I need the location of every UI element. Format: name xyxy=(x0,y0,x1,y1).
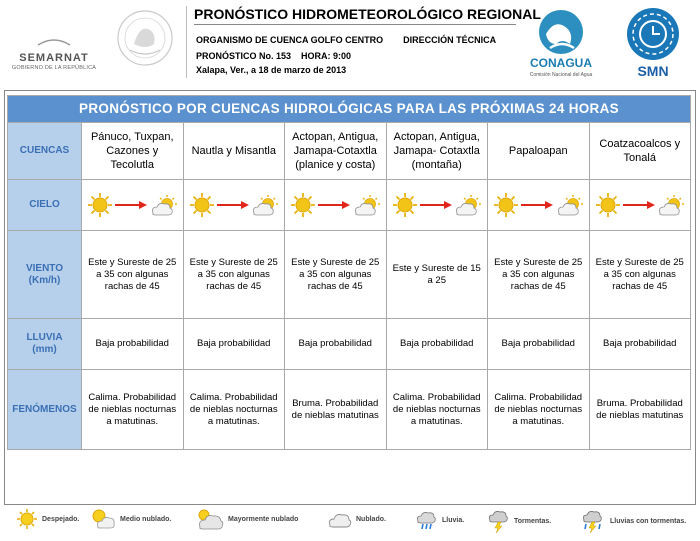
rain-value: Baja probabilidad xyxy=(589,319,691,370)
semarnat-name: SEMARNAT xyxy=(19,52,89,64)
sky-forecast xyxy=(390,192,485,218)
sun-icon xyxy=(189,192,215,218)
place-date: Xalapa, Ver., a 18 de marzo de 2013 xyxy=(196,65,347,75)
row-label-lluvia xyxy=(8,319,82,370)
sky-forecast xyxy=(593,192,688,218)
arrow-right-icon xyxy=(317,200,351,210)
wind-value: Este y Sureste de 25 a 35 con algunas rachas de 45 xyxy=(488,231,590,319)
legend-label: Lluvia. xyxy=(442,516,465,524)
mostly-cloudy-icon xyxy=(196,508,224,530)
basin-name: Coatzacoalcos y Tonalá xyxy=(589,123,691,180)
cuencas-row xyxy=(8,123,691,180)
row-label-viento xyxy=(8,231,82,319)
partly-cloudy-icon xyxy=(657,194,685,216)
table-banner: PRONÓSTICO POR CUENCAS HIDROLÓGICAS PARA LAS PRÓXIMAS 24 HORAS xyxy=(8,96,691,123)
sky-cell xyxy=(285,180,387,231)
legend-item-tormentas xyxy=(486,508,551,534)
legend-item-nublado xyxy=(326,508,386,530)
wind-value: Este y Sureste de 15 a 25 xyxy=(386,231,488,319)
partly-cloudy-icon xyxy=(90,508,116,530)
sun-icon xyxy=(290,192,316,218)
partly-cloudy-icon xyxy=(353,194,381,216)
organism: ORGANISMO DE CUENCA GOLFO CENTRO xyxy=(196,35,384,45)
partly-cloudy-icon xyxy=(454,194,482,216)
cielo-row xyxy=(8,180,691,231)
lluvia-unit: (mm) xyxy=(32,344,57,355)
legend-label: Nublado. xyxy=(356,515,386,523)
legend xyxy=(0,505,700,541)
viento-unit: (Km/h) xyxy=(28,274,61,286)
forecast-number: PRONÓSTICO No. 153 xyxy=(196,51,292,61)
rain-value: Baja probabilidad xyxy=(488,319,590,370)
rain-value: Baja probabilidad xyxy=(82,319,184,370)
sky-forecast xyxy=(288,192,383,218)
sun-icon xyxy=(392,192,418,218)
rain-icon xyxy=(414,508,438,532)
basin-name: Actopan, Antigua, Jamapa- Cotaxtla (montaña) xyxy=(386,123,488,180)
semarnat-emblem-icon xyxy=(34,35,74,47)
legend-item-mayormente-nublado xyxy=(196,508,298,530)
legend-item-lluvias-con-tormentas xyxy=(580,508,686,534)
rain-storm-icon xyxy=(580,508,606,534)
row-label-cielo: CIELO xyxy=(8,180,82,231)
fenomenos-row xyxy=(8,370,691,450)
sky-cell xyxy=(488,180,590,231)
legend-item-despejado xyxy=(16,508,79,530)
arrow-right-icon xyxy=(419,200,453,210)
basin-name: Papaloapan xyxy=(488,123,590,180)
smn-logo xyxy=(614,4,692,80)
forecast-table-wrapper xyxy=(7,95,691,450)
wind-value: Este y Sureste de 25 a 35 con algunas rachas de 45 xyxy=(183,231,285,319)
phenomena-value: Calima. Probabilidad de nieblas nocturnas a matutinas. xyxy=(386,370,488,450)
sky-cell xyxy=(82,180,184,231)
rain-value: Baja probabilidad xyxy=(285,319,387,370)
legend-label: Tormentas. xyxy=(514,517,552,525)
partly-cloudy-icon xyxy=(251,194,279,216)
sky-cell xyxy=(183,180,285,231)
legend-label: Despejado. xyxy=(42,515,80,523)
row-label-fenomenos: FENÓMENOS xyxy=(8,370,82,450)
forecast-table xyxy=(7,95,691,450)
sky-cell xyxy=(386,180,488,231)
sun-icon xyxy=(493,192,519,218)
rain-value: Baja probabilidad xyxy=(183,319,285,370)
viento-label: VIENTO xyxy=(25,262,64,274)
sun-icon xyxy=(595,192,621,218)
phenomena-value: Calima. Probabilidad de nieblas nocturnas a matutinas. xyxy=(82,370,184,450)
lluvia-row xyxy=(8,319,691,370)
legend-label: Medio nublado. xyxy=(120,515,172,523)
header-org-line xyxy=(196,35,496,45)
legend-label: Lluvias con tormentas. xyxy=(610,517,687,525)
conagua-name: CONAGUA xyxy=(530,56,592,70)
sky-cell xyxy=(589,180,691,231)
sun-icon xyxy=(87,192,113,218)
legend-item-medio-nublado xyxy=(90,508,171,530)
semarnat-subtitle: GOBIERNO DE LA REPÚBLICA xyxy=(11,65,97,71)
rain-value: Baja probabilidad xyxy=(386,319,488,370)
storm-icon xyxy=(486,508,510,534)
legend-label: Mayormente nublado xyxy=(228,515,299,523)
page-title: PRONÓSTICO HIDROMETEOROLÓGICO REGIONAL xyxy=(194,6,541,22)
viento-row xyxy=(8,231,691,319)
sky-forecast xyxy=(85,192,180,218)
arrow-right-icon xyxy=(520,200,554,210)
phenomena-value: Calima. Probabilidad de nieblas nocturnas a matutinas. xyxy=(183,370,285,450)
header-forecast-line xyxy=(196,51,351,61)
cloudy-icon xyxy=(326,508,352,530)
banner-row xyxy=(8,96,691,123)
lluvia-label: LLUVIA xyxy=(26,332,63,343)
sky-forecast xyxy=(187,192,282,218)
basin-name: Pánuco, Tuxpan, Cazones y Tecolutla xyxy=(82,123,184,180)
partly-cloudy-icon xyxy=(150,194,178,216)
row-label-cuencas: CUENCAS xyxy=(8,123,82,180)
smn-name: SMN xyxy=(637,63,669,79)
wind-value: Este y Sureste de 25 a 35 con algunas rachas de 45 xyxy=(285,231,387,319)
basin-name: Actopan, Antigua, Jamapa-Cotaxtla (planice y costa) xyxy=(285,123,387,180)
title-underline xyxy=(194,24,516,25)
header-divider xyxy=(186,6,187,78)
arrow-right-icon xyxy=(114,200,148,210)
sky-forecast xyxy=(491,192,586,218)
semarnat-logo xyxy=(8,34,100,71)
sun-icon xyxy=(16,508,38,530)
arrow-right-icon xyxy=(216,200,250,210)
phenomena-value: Bruma. Probabilidad de nieblas matutinas xyxy=(589,370,691,450)
phenomena-value: Calima. Probabilidad de nieblas nocturnas a matutinas. xyxy=(488,370,590,450)
arrow-right-icon xyxy=(622,200,656,210)
basin-name: Nautla y Misantla xyxy=(183,123,285,180)
national-seal-icon xyxy=(110,8,180,70)
phenomena-value: Bruma. Probabilidad de nieblas matutinas xyxy=(285,370,387,450)
conagua-logo xyxy=(520,4,602,80)
partly-cloudy-icon xyxy=(556,194,584,216)
conagua-subtitle: Comisión Nacional del Agua xyxy=(529,72,593,78)
wind-value: Este y Sureste de 25 a 35 con algunas rachas de 45 xyxy=(589,231,691,319)
forecast-time: HORA: 9:00 xyxy=(301,51,352,61)
legend-item-lluvia xyxy=(414,508,464,532)
header xyxy=(0,0,700,90)
direction: DIRECCIÓN TÉCNICA xyxy=(403,35,497,45)
wind-value: Este y Sureste de 25 a 35 con algunas rachas de 45 xyxy=(82,231,184,319)
